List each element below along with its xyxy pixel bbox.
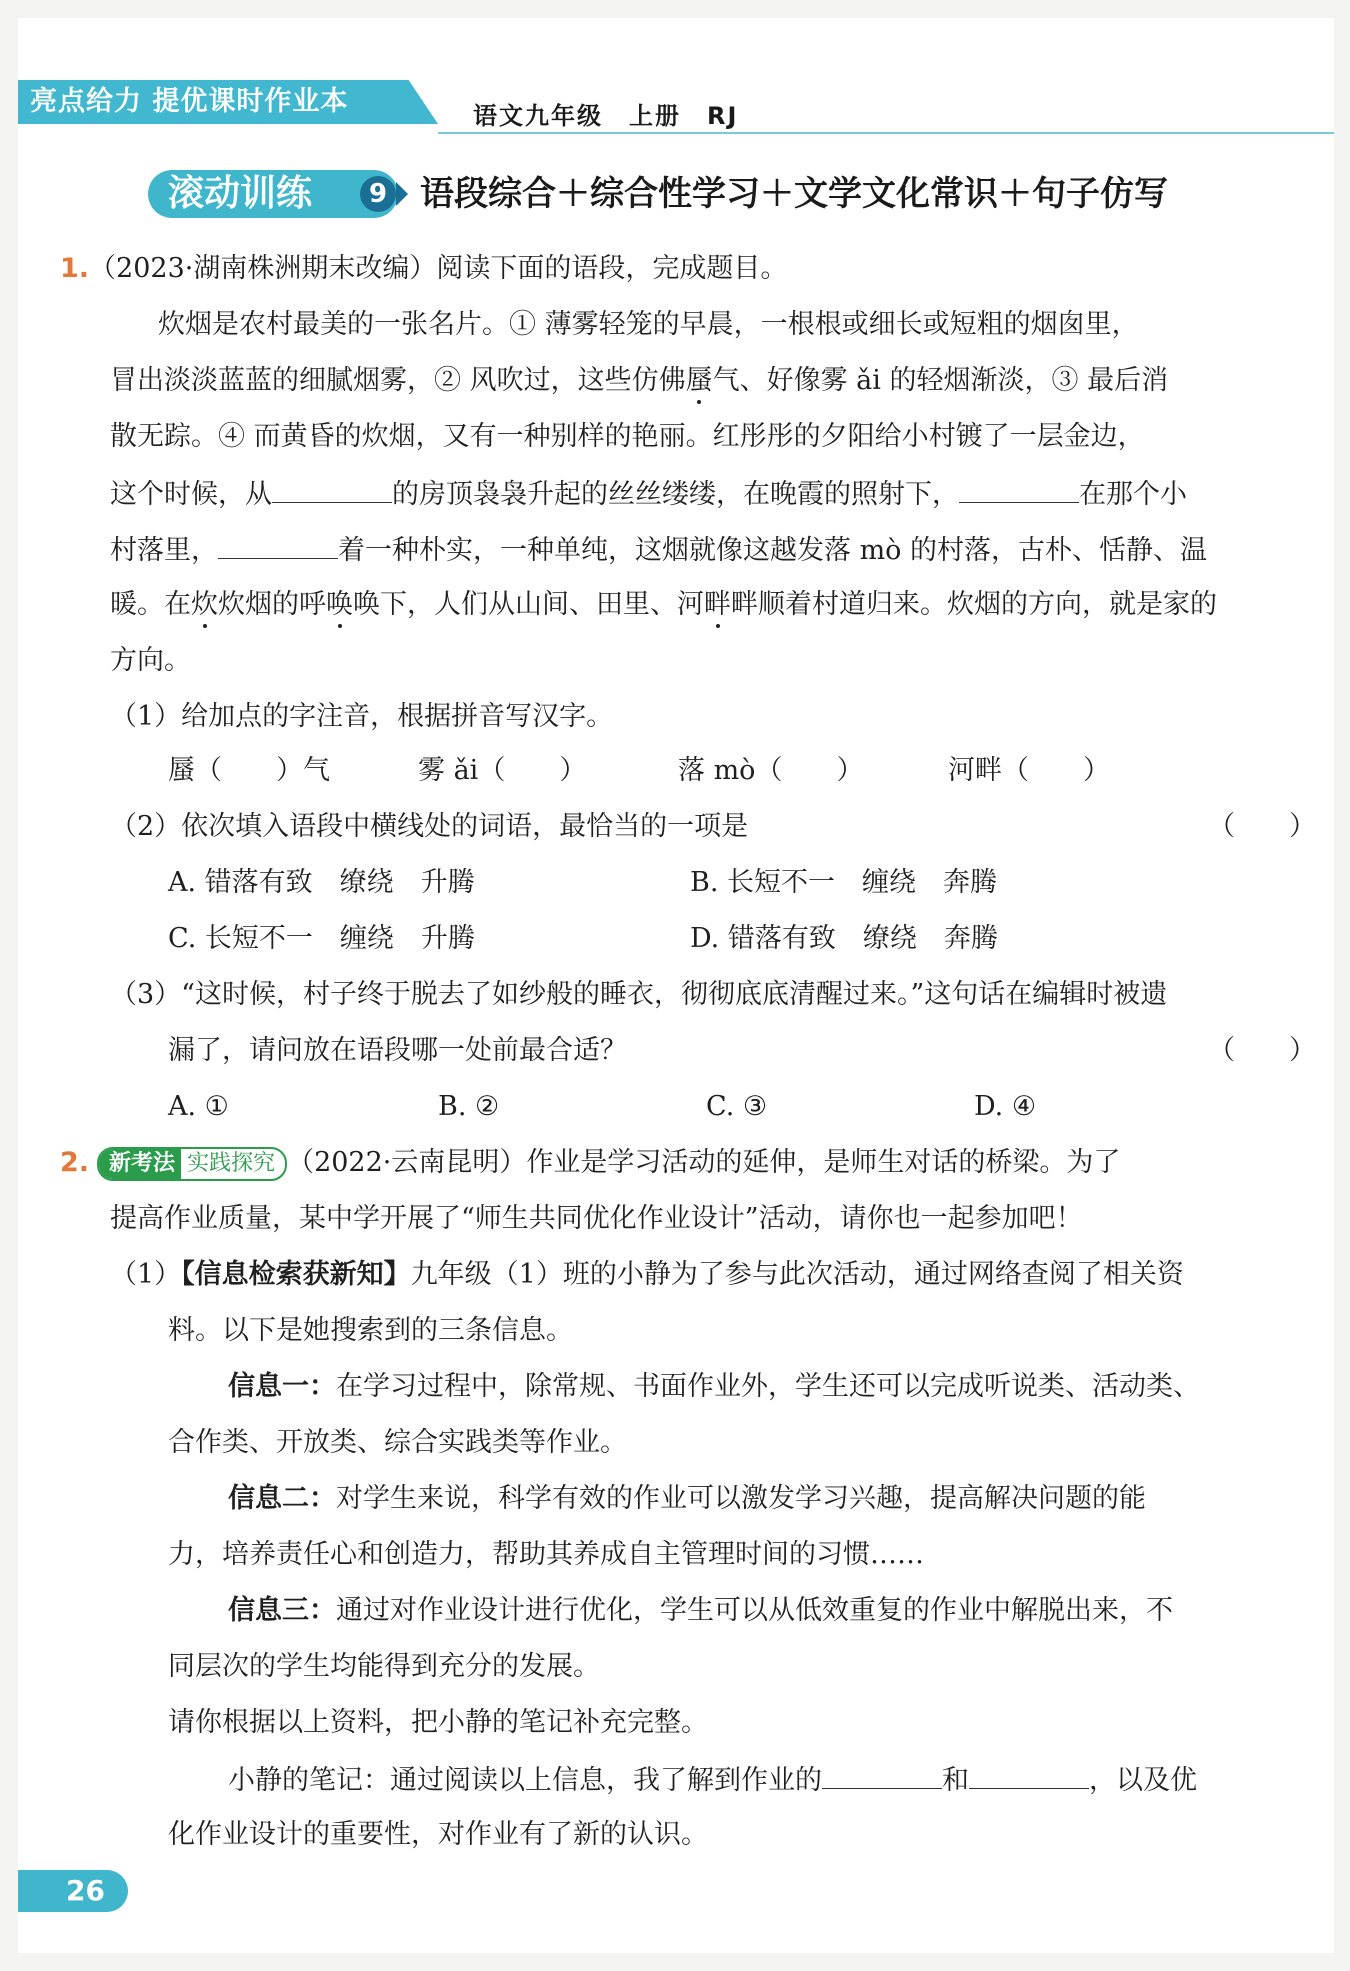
info2-line-1: [228, 1482, 1146, 1516]
answer-paren[interactable]: （ ）: [1208, 1035, 1316, 1066]
info1-line-2: 合作类、开放类、综合实践类等作业。: [168, 1427, 627, 1458]
para-text: 暖。在: [110, 589, 191, 620]
dotted-char: 唤: [326, 589, 353, 620]
fill-blank-3[interactable]: [218, 532, 338, 559]
section-label: 【信息检索获新知】: [181, 1259, 411, 1290]
page-title: 语段综合＋综合性学习＋文学文化常识＋句子仿写: [420, 174, 1168, 214]
title-number: 9: [360, 176, 396, 212]
q1-sub1-item-3: 落 mò（ ）: [678, 755, 864, 786]
header-rule: [438, 132, 1334, 134]
para-text: 唤下，人们从山间、田里、河: [353, 589, 704, 620]
q1-para-line-5: [110, 532, 1207, 568]
para-text: ，以及优: [1089, 1765, 1197, 1796]
q1-sub1-item-1: 蜃（ ）气: [168, 755, 330, 786]
info-label: 信息一：: [228, 1371, 336, 1402]
option-c: C. 长短不一 缠绕 升腾: [168, 923, 475, 954]
q2-number: 2.: [60, 1147, 90, 1178]
q1-intro: （2023·湖南株洲期末改编）阅读下面的语段，完成题目。: [89, 253, 788, 284]
para-text: 对学生来说，科学有效的作业可以激发学习兴趣，提高解决问题的能: [336, 1483, 1146, 1514]
para-text: 村落里，: [110, 535, 218, 566]
para-text: 冒出淡淡蓝蓝的细腻烟雾，② 风吹过，这些仿佛: [110, 365, 686, 396]
q1-sub1-item-2: 雾 ǎi（ ）: [418, 755, 587, 786]
dotted-char: 炊: [191, 589, 218, 620]
para-text: 在学习过程中，除常规、书面作业外，学生还可以完成听说类、活动类、: [336, 1371, 1200, 1402]
q1-sub3-stem-2: 漏了，请问放在语段哪一处前最合适？: [168, 1035, 627, 1066]
option-a: A. ①: [168, 1091, 229, 1122]
q1-para-line-2: [110, 364, 1168, 398]
answer-paren[interactable]: （ ）: [1208, 811, 1316, 842]
q1-para-line-7: 方向。: [110, 645, 191, 676]
fill-blank-5[interactable]: [969, 1762, 1089, 1789]
new-format-tag: [97, 1147, 287, 1181]
info-label: 信息三：: [228, 1595, 336, 1626]
tag-label: 实践探究: [187, 1150, 276, 1176]
q1-para-line-3: 散无踪。④ 而黄昏的炊烟，又有一种别样的艳丽。红彤彤的夕阳给小村镀了一层金边，: [110, 421, 1145, 452]
para-text: 小静的笔记：通过阅读以上信息，我了解到作业的: [228, 1765, 822, 1796]
fill-blank-2[interactable]: [959, 476, 1079, 503]
q1-para-line-1: 炊烟是农村最美的一张名片。① 薄雾轻笼的早晨，一根根或细长或短粗的烟囱里，: [158, 309, 1139, 340]
q1-para-line-6: [110, 588, 1217, 622]
para-text: 通过对作业设计进行优化，学生可以从低效重复的作业中解脱出来，不: [336, 1595, 1173, 1626]
option-b: B. 长短不一 缠绕 奔腾: [690, 867, 998, 898]
para-text: 着一种朴实，一种单纯，这烟就像这越发落 mò 的村落，古朴、恬静、温: [338, 535, 1208, 566]
option-a: A. 错落有致 缭绕 升腾: [168, 867, 475, 898]
q2-intro-line-1: [60, 1146, 1120, 1181]
q2-instruction: 请你根据以上资料，把小静的笔记补充完整。: [168, 1707, 708, 1738]
info2-line-2: 力，培养责任心和创造力，帮助其养成自主管理时间的习惯……: [168, 1539, 924, 1570]
q2-intro-line-2: 提高作业质量，某中学开展了“师生共同优化作业设计”活动，请你也一起参加吧！: [110, 1203, 1083, 1234]
dotted-char: 蜃: [685, 365, 713, 396]
para-text: 在那个小: [1079, 479, 1187, 510]
note-line-1: [228, 1762, 1197, 1798]
q1-sub1-stem: （1）给加点的字注音，根据拼音写汉字。: [110, 701, 614, 732]
title-badge-text: 滚动训练: [168, 173, 313, 214]
para-text: 这个时候，从: [110, 479, 272, 510]
q1-para-line-4: [110, 476, 1187, 512]
q2-sub1-line-1: [110, 1258, 1184, 1292]
info3-line-2: 同层次的学生均能得到充分的发展。: [168, 1651, 600, 1682]
q1-sub2-stem: （2）依次填入语段中横线处的词语，最恰当的一项是: [110, 811, 749, 842]
subject-label: 语文九年级 上册 RJ: [473, 102, 739, 130]
para-text: 九年级（1）班的小静为了参与此次活动，通过网络查阅了相关资: [410, 1259, 1184, 1290]
option-c: C. ③: [706, 1091, 768, 1122]
option-d: D. ④: [974, 1091, 1037, 1122]
option-b: B. ②: [438, 1091, 500, 1122]
para-text: 畔顺着村道归来。炊烟的方向，就是家的: [731, 589, 1217, 620]
dotted-char: 畔: [704, 589, 731, 620]
sub-number: （1）: [110, 1259, 182, 1290]
q1-sub1-item-4: 河畔（ ）: [948, 755, 1110, 786]
page-number: 26: [18, 1870, 128, 1912]
para-text: 炊烟的呼: [218, 589, 326, 620]
fill-blank-1[interactable]: [272, 476, 392, 503]
fill-blank-4[interactable]: [822, 1762, 942, 1789]
series-title: 亮点给力 提优课时作业本: [30, 86, 349, 117]
para-text: 的房顶袅袅升起的丝丝缕缕，在晚霞的照射下，: [392, 479, 959, 510]
q2-sub1-line-2: 料。以下是她搜索到的三条信息。: [168, 1315, 573, 1346]
info3-line-1: [228, 1594, 1173, 1628]
q2-intro: （2022·云南昆明）作业是学习活动的延伸，是师生对话的桥梁。为了: [287, 1147, 1121, 1178]
tag-label: 新考法: [99, 1149, 181, 1179]
para-text: 气、好像雾 ǎi 的轻烟渐淡，③ 最后消: [712, 365, 1169, 396]
q1-sub3-stem-1: （3）“这时候，村子终于脱去了如纱般的睡衣，彻彻底底清醒过来。”这句话在编辑时被遗: [110, 979, 1168, 1010]
q1-number: 1.: [60, 253, 90, 284]
para-text: 和: [942, 1765, 969, 1796]
info-label: 信息二：: [228, 1483, 336, 1514]
workbook-page: [18, 18, 1334, 1953]
option-d: D. 错落有致 缭绕 奔腾: [690, 923, 998, 954]
title-arrow-icon: [396, 182, 408, 206]
note-line-2: 化作业设计的重要性，对作业有了新的认识。: [168, 1819, 708, 1850]
info1-line-1: [228, 1370, 1200, 1404]
q1-intro-line: [60, 252, 787, 286]
